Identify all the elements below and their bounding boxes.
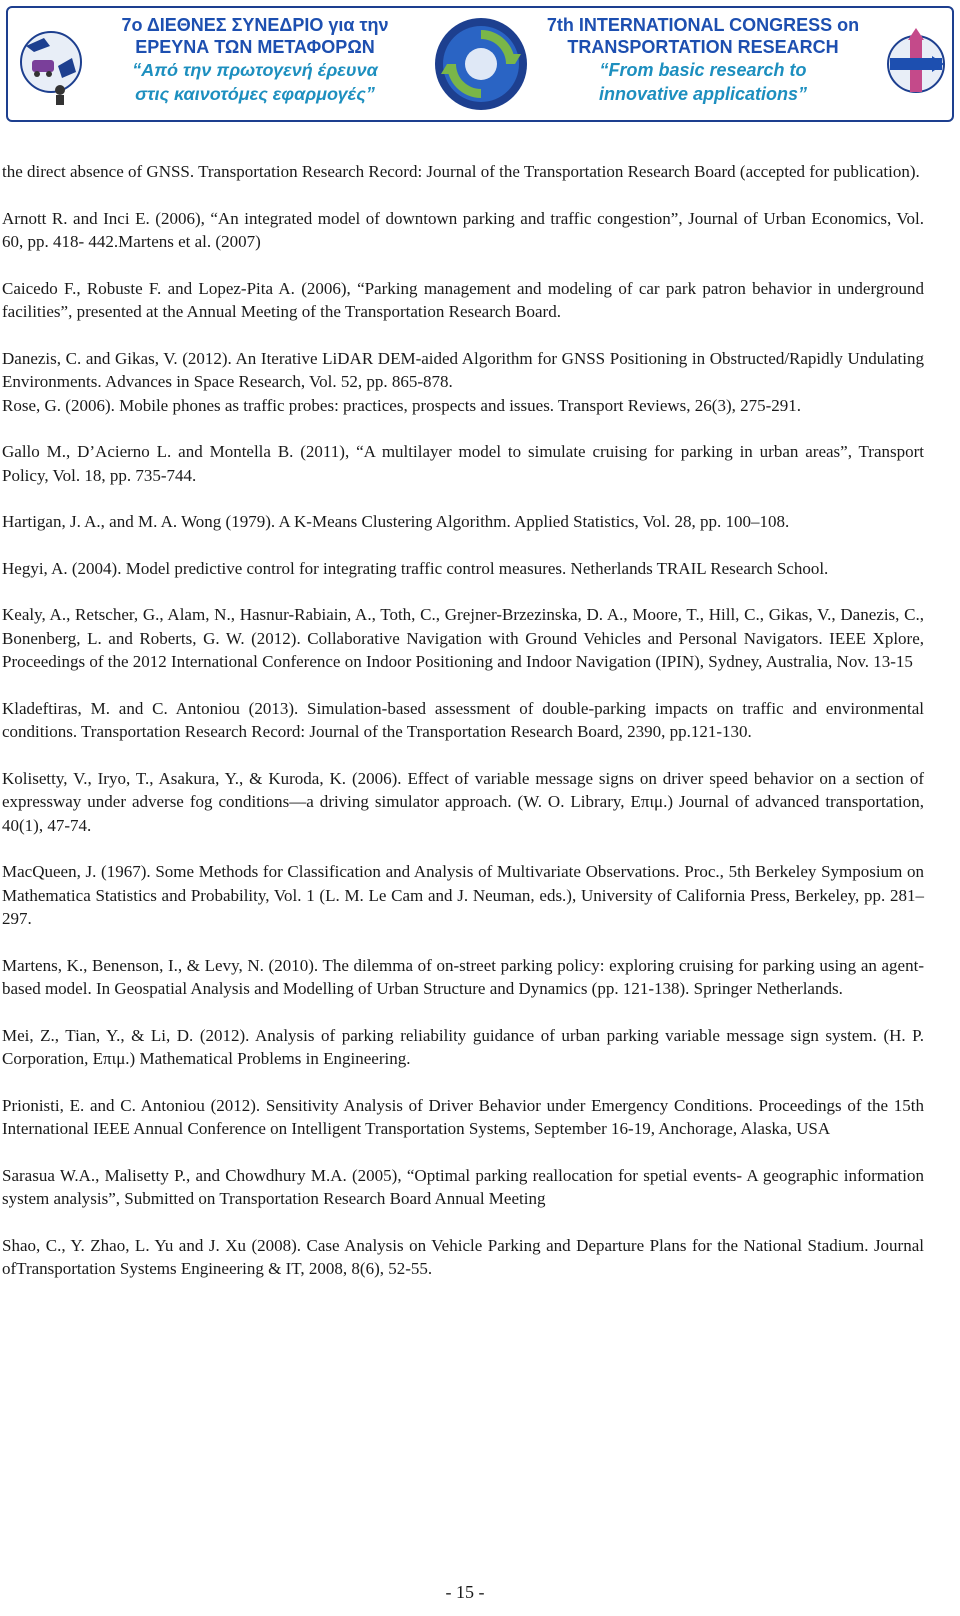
conference-banner	[6, 6, 954, 122]
reference-entry: Danezis, C. and Gikas, V. (2012). An Iterative LiDAR DEM-aided Algorithm for GNSS Positioning in Obstructed/Rapidly Undulating Environments. Advances in Space Research, Vol. 52, pp. 865-878.	[2, 348, 924, 391]
page-number: - 15 -	[445, 1582, 485, 1602]
greek-title-line-1: 7ο ΔΙΕΘΝΕΣ ΣΥΝΕΔΡΙΟ για την	[121, 15, 389, 35]
english-tagline-line-2: innovative applications”	[598, 84, 808, 104]
intersection-arrows-logo	[884, 16, 948, 114]
reference-entry: MacQueen, J. (1967). Some Methods for Classification and Analysis of Multivariate Observations. Proc., 5th Berkeley Symposium on Mathematica Statistics and Probability, Vol. 1 (L. M. Le Cam and J. Neuman, eds.), University of California Press, Berkeley, pp. 281–297.	[2, 862, 924, 928]
reference-entry: Shao, C., Y. Zhao, L. Yu and J. Xu (2008). Case Analysis on Vehicle Parking and Departure Plans for the National Stadium. Journal ofTransportation Systems Engineering & IT, 2008, 8(6), 52-55.	[2, 1235, 924, 1278]
greek-tagline-line-1: “Από την πρωτογενή έρευνα	[132, 60, 378, 80]
globe-arrows-logo	[426, 10, 536, 118]
reference-entry: Prionisti, E. and C. Antoniou (2012). Sensitivity Analysis of Driver Behavior under Emergency Conditions. Proceedings of the 15th International IEEE Annual Conference on Intelligent Transportation Systems, September 16-19, Anchorage, Alaska, USA	[2, 1095, 924, 1138]
reference-entry: Mei, Z., Tian, Y., & Li, D. (2012). Analysis of parking reliability guidance of urban parking variable message sign system. (H. P. Corporation, Επιμ.) Mathematical Problems in Engineering.	[2, 1025, 924, 1068]
reference-entry: the direct absence of GNSS. Transportation Research Record: Journal of the Transportation Research Board (accepted for publication).	[2, 162, 920, 181]
english-title-line-2: TRANSPORTATION RESEARCH	[567, 37, 839, 57]
english-tagline-line-1: “From basic research to	[599, 60, 807, 80]
reference-entry: Hartigan, J. A., and M. A. Wong (1979). A K-Means Clustering Algorithm. Applied Statistics, Vol. 28, pp. 100–108.	[2, 512, 790, 531]
greek-title-block	[90, 14, 420, 106]
greek-title-line-2: ΕΡΕΥΝΑ ΤΩΝ ΜΕΤΑΦΟΡΩΝ	[135, 37, 375, 57]
english-title-block	[528, 14, 878, 106]
greek-tagline-line-2: στις καινοτόμες εφαρμογές”	[135, 84, 375, 104]
transport-modes-logo	[14, 16, 88, 114]
reference-entry: Kolisetty, V., Iryo, T., Asakura, Y., & Kuroda, K. (2006). Effect of variable message signs on driver speed behavior on a section of expressway under adverse fog conditions—a driving simulator approach. (W. O. Library, Επιμ.) Journal of advanced transportation, 40(1), 47-74.	[2, 768, 924, 835]
reference-entry: Martens, K., Benenson, I., & Levy, N. (2010). The dilemma of on-street parking policy: exploring cruising for parking using an agent-based model. In Geospatial Analysis and Modelling of Urban Structure and Dynamics (pp. 121-138). Springer Netherlands.	[2, 955, 924, 998]
reference-entry: Hegyi, A. (2004). Model predictive control for integrating traffic control measures. Netherlands TRAIL Research School.	[2, 558, 829, 578]
reference-entry: Arnott R. and Inci E. (2006), “An integrated model of downtown parking and traffic congestion”, Journal of Urban Economics, Vol. 60, pp. 418- 442.Martens et al. (2007)	[2, 208, 924, 251]
reference-entry: Kealy, A., Retscher, G., Alam, N., Hasnur-Rabiain, A., Toth, C., Grejner-Brzezinska, D. A., Moore, T., Hill, C., Gikas, V., Danezis, C., Bonenberg, L. and Roberts, G. W. (2012). Collaborative Navigation with Ground Vehicles and Personal Navigators. IEEE Xplore, Proceedings of the 2012 International Conference on Indoor Positioning and Indoor Navigation (IPIN), Sydney, Australia, Nov. 13-15	[2, 605, 924, 671]
references-list	[2, 160, 924, 1304]
reference-entry: Kladeftiras, M. and C. Antoniou (2013). Simulation-based assessment of double-parking impacts on traffic and environmental conditions. Transportation Research Record: Journal of the Transportation Research Board, 2390, pp.121-130.	[2, 698, 924, 741]
reference-entry: Caicedo F., Robuste F. and Lopez-Pita A. (2006), “Parking management and modeling of car park patron behavior in underground facilities”, presented at the Annual Meeting of the Transportation Research Board.	[2, 278, 924, 321]
english-title-line-1: 7th INTERNATIONAL CONGRESS on	[546, 15, 860, 35]
reference-entry: Gallo M., D’Acierno L. and Montella B. (2011), “A multilayer model to simulate cruising for parking in urban areas”, Transport Policy, Vol. 18, pp. 735-744.	[2, 442, 924, 485]
reference-entry: Sarasua W.A., Malisetty P., and Chowdhury M.A. (2005), “Optimal parking reallocation for spetial events- A geographic information system analysis”, Submitted on Transportation Research Board Annual Meeting	[2, 1165, 924, 1208]
reference-entry: Rose, G. (2006). Mobile phones as traffic probes: practices, prospects and issues. Transport Reviews, 26(3), 275-291.	[2, 395, 802, 415]
